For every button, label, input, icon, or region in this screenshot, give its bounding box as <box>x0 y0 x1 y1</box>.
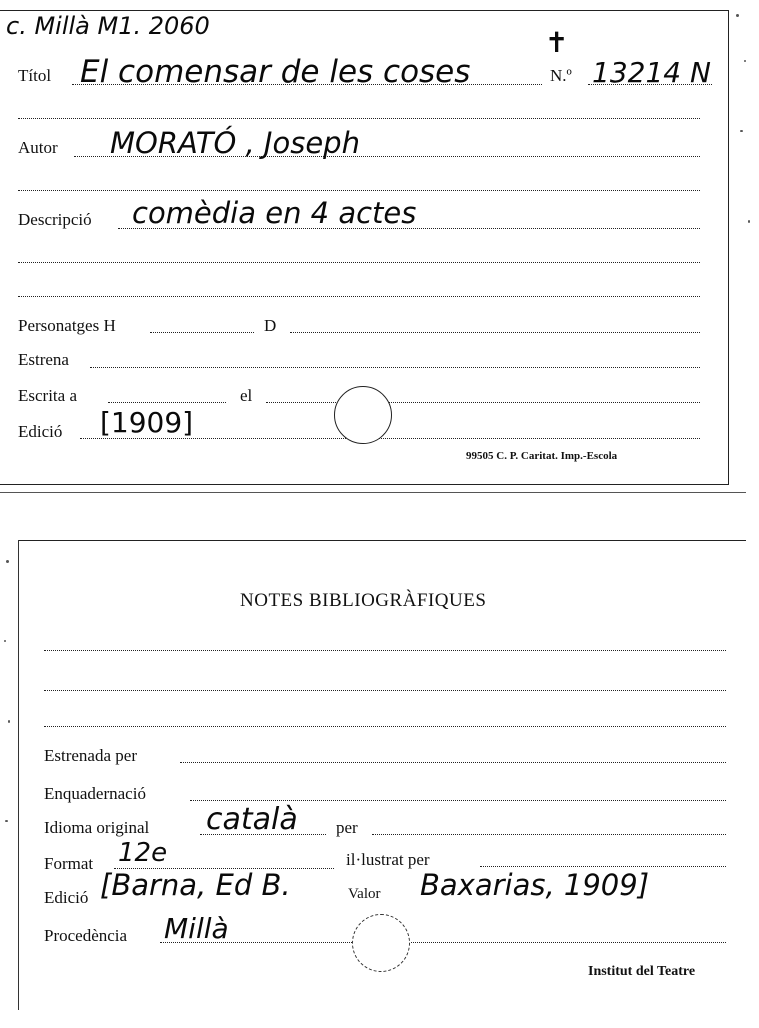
idioma-per-label: per <box>336 818 358 837</box>
descripcio-label: Descripció <box>18 210 92 229</box>
autor-label: Autor <box>18 138 58 157</box>
format-value: 12e <box>118 838 168 868</box>
scan-speck <box>748 220 750 223</box>
descripcio-extra-line-1 <box>18 262 700 263</box>
escrita-label: Escrita a <box>18 386 77 405</box>
idioma-label: Idioma original <box>44 818 150 837</box>
catalog-card-bottom <box>18 540 746 541</box>
card-top-bottom-edge <box>0 484 728 485</box>
notes-line-2 <box>44 690 726 691</box>
printer-imprint: 99505 C. P. Caritat. Imp.-Escola <box>466 450 618 462</box>
notes-heading: NOTES BIBLIOGRÀFIQUES <box>240 590 487 611</box>
escrita-el-line <box>266 402 700 403</box>
estrenada-line <box>180 762 726 763</box>
estrena-label: Estrena <box>18 350 69 369</box>
scan-speck <box>744 60 746 62</box>
escrita-a-line <box>108 402 226 403</box>
cross-mark: ✝ <box>545 26 569 59</box>
scan-speck <box>6 560 9 563</box>
scan-speck <box>740 130 743 132</box>
procedencia-value: Millà <box>164 912 229 945</box>
procedencia-label: Procedència <box>44 926 128 945</box>
card-bottom-left-edge <box>18 540 19 1010</box>
idioma-value: català <box>206 802 298 837</box>
personatges-label: Personatges H <box>18 316 116 335</box>
scan-speck <box>4 640 6 642</box>
personatges-d-label: D <box>264 316 277 335</box>
procedencia-line <box>160 942 726 943</box>
enquadernacio-label: Enquadernació <box>44 784 146 803</box>
edicio2-value: [Barna, Ed B. <box>100 868 291 902</box>
card-separator-line <box>0 492 746 493</box>
valor-value: Baxarias, 1909] <box>420 868 650 902</box>
enquadernacio-line <box>190 800 726 801</box>
titol-value: El comensar de les coses <box>80 54 471 90</box>
personatges-d-line <box>290 332 700 333</box>
estrena-line <box>90 367 700 368</box>
autor-value: MORATÓ , Joseph <box>110 126 360 160</box>
catalog-note: c. Millà M1. 2060 <box>6 12 210 40</box>
format-label: Format <box>44 854 94 873</box>
descripcio-value: comèdia en 4 actes <box>132 196 417 230</box>
scan-speck <box>5 820 8 822</box>
titol-label: Títol <box>18 66 52 85</box>
institution-footer: Institut del Teatre <box>588 964 696 979</box>
autor-extra-line <box>18 190 700 191</box>
notes-line-1 <box>44 650 726 651</box>
num-label: N.º <box>550 66 572 85</box>
edicio-value: [1909] <box>100 406 194 439</box>
edicio2-label: Edició <box>44 888 89 907</box>
edicio-label: Edició <box>18 422 63 441</box>
illustrat-line <box>480 866 726 867</box>
notes-line-3 <box>44 726 726 727</box>
titol-extra-line <box>18 118 700 119</box>
punch-hole-top <box>334 386 392 444</box>
num-value: 13214 N <box>592 56 711 89</box>
estrenada-label: Estrenada per <box>44 746 137 765</box>
scan-speck <box>736 14 739 17</box>
illustrat-label: il·lustrat per <box>346 850 430 869</box>
scan-speck <box>8 720 10 723</box>
valor-label: Valor <box>348 886 381 902</box>
punch-hole-bottom <box>352 914 410 972</box>
escrita-el-label: el <box>240 386 253 405</box>
descripcio-extra-line-2 <box>18 296 700 297</box>
personatges-h-line <box>150 332 254 333</box>
idioma-per-line <box>372 834 726 835</box>
